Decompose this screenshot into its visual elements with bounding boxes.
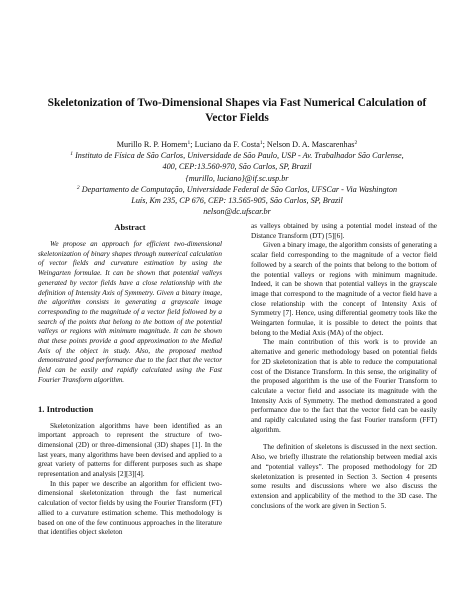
affiliation-2-email: nelson@dc.ufscar.br xyxy=(203,207,271,217)
affiliation-2-line-1: Departamento de Computação, Universidade Federal de São Carlos, UFSCar - Via Washington xyxy=(79,184,398,194)
authors-block xyxy=(30,139,444,217)
affiliation-1-email: {murillo, luciano}@if.sc.usp.br xyxy=(185,173,289,183)
title-line-1: Skeletonization of Two-Dimensional Shapes via Fast Numerical Calculation of xyxy=(47,97,427,109)
title-line-2: Vector Fields xyxy=(205,112,269,124)
author-1: Murillo R. P. Homem xyxy=(116,140,188,149)
right-column xyxy=(251,222,437,511)
author-2: ; Luciano da F. Costa xyxy=(190,140,260,149)
affiliation-1-sup: 1 xyxy=(70,151,74,158)
abstract-text: We propose an approach for efficient two-dimensional skeletonization of binary shapes through numerical calculation of vector fields and curvature estimation by using the Weingarten formulae. It can be shown that potential valleys generated by vector fields have a close relationship with the definition of Intensity Axis of Symmetry. Given a binary image, the algorithm consists in generating a grayscale image corresponding to the magnitude of a vector field followed by a search of the points that belong to the bottom of the potential valleys or regions with minimum magnitude. It can be shown that these points provide a good approximation to the Medial Axis of the object in study. Also, the proposed method demonstrated good performance due to the fact that the vector field can be easily and rapidly calculated using the Fast Fourier Transform algorithm. xyxy=(38,240,222,384)
affiliation-2-sup: 2 xyxy=(76,184,80,191)
affiliation-1 xyxy=(30,150,444,184)
right-paragraph-0: as valleys obtained by using a potential model instead of the Distance Transform (DT) [5][6]. xyxy=(251,222,437,240)
affiliation-1-line-1: Instituto de Física de São Carlos, Universidade de São Paulo, USP - Av. Trabalhador São Carlense, xyxy=(73,151,404,161)
intro-paragraph-1: Skeletonization algorithms have been identified as an important approach to represent the structure of two-dimensional (2D) or three-dimensional (3D) shapes [1]. In the last years, many algorithms have been devised and applied to a great variety of patterns for different purposes such as shape representation and analysis [2][3][4]. xyxy=(38,421,222,479)
author-1-sup: 1 xyxy=(187,140,191,146)
intro-paragraph-2: In this paper we describe an algorithm for efficient two-dimensional skeletonization through the fast numerical calculation of vector fields by using the Fourier Transform (FT) allied to a curvature estimation scheme. This methodology is based on one of the few continuous approaches in the literature that identifies object skeleton xyxy=(38,479,222,537)
right-paragraph-3: The definition of skeletons is discussed in the next section. Also, we briefly illustrate the relationship between medial axis and “potential valleys”. The proposed methodology for 2D skeletonization is presented in Section 3. Section 4 presents some results and discussions where we also discuss the extension and applicability of the method to the 3D case. The conclusions of the work are given in Section 5. xyxy=(251,443,437,510)
author-3: ; Nelson D. A. Mascarenhas xyxy=(262,140,355,149)
abstract-heading: Abstract xyxy=(114,223,146,232)
author-3-sup: 2 xyxy=(354,140,358,146)
left-column xyxy=(38,222,222,538)
affiliation-2-line-2: Luís, Km 235, CP 676, CEP: 13.565-905, São Carlos, SP, Brazil xyxy=(131,196,343,206)
affiliation-1-line-2: 400, CEP:13.560-970, São Carlos, SP, Brazil xyxy=(162,162,312,172)
right-paragraph-2: The main contribution of this work is to provide an alternative and generic methodology based on potential fields for 2D skeletonization that is able to reduce the computational cost of the Distance Transform. In this sense, the originality of the proposed algorithm is the use of the Fourier Transform to calculate a vector field and associate its magnitude with the Intensity Axis of Symmetry. The method demonstrated a good performance due to the fact that the vector field can be easily and rapidly calculated using the fast Fourier transform (FFT) algorithm. xyxy=(251,338,437,434)
author-names xyxy=(30,139,444,150)
affiliation-2 xyxy=(30,184,444,218)
section-1-heading: 1. Introduction xyxy=(38,403,94,414)
paper-title xyxy=(40,96,434,126)
right-paragraph-1: Given a binary image, the algorithm consists of generating a scalar field corresponding to the magnitude of a vector field followed by a search of the points that belong to the bottom of the potential valleys or regions with minimum magnitude. Indeed, it can be shown that potential valleys in the grayscale image that correspond to the magnitude of a vector field have a close relationship with the concept of Intensity Axis of Symmetry [7]. Hence, using differential geometry tools like the Weingarten formulae, it is possible to detect the points that belong to the Medial Axis (MA) of the object. xyxy=(251,241,437,337)
author-2-sup: 1 xyxy=(259,140,263,146)
